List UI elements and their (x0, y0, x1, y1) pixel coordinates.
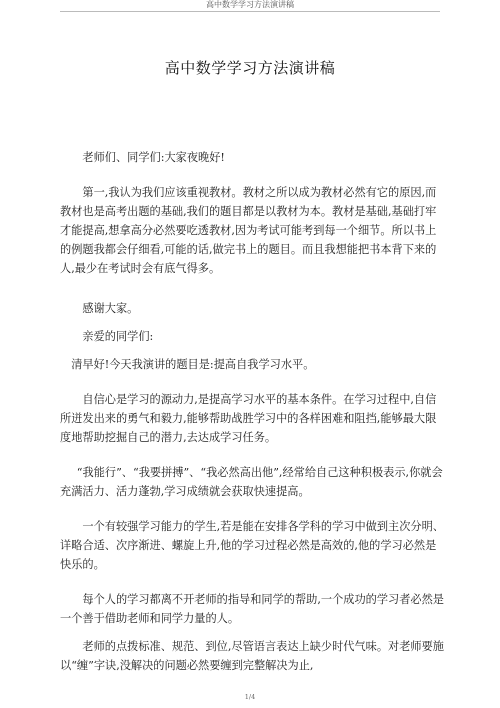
header-divider (60, 11, 440, 12)
body-paragraph-affirmation: “我能行”、“我要拼搏”、“我必然高出他”,经常给自己这种积极表示,你就会充满活力、活力蓬勃,学习成绩就会获取快速提高。 (60, 466, 443, 498)
body-paragraph-learning-ability: 一个有较强学习能力的学生,若是能在安排各学科的学习中做到主次分明、详略合适、次序渐进、螺旋上升,他的学习过程必然是高效的,他的学习必然是快乐的。 (60, 520, 444, 571)
body-paragraph-teacher: 老师的点拨标准、规范、到位,尽管语言表达上缺少时代气味。对老师要施以“缠”字诀,没解决的问题必然要缠到完整解决为止, (60, 640, 444, 672)
speech-topic-paragraph: 清早好!今天我演讲的题目是:提高自我学习水平。 (71, 358, 315, 371)
body-paragraph-help: 每个人的学习都离不开老师的指导和同学的帮助,一个成功的学习者必然是一个善于借助老师和同学力量的人。 (60, 593, 444, 625)
running-header: 高中数学学习方法演讲稿 (206, 0, 294, 9)
body-paragraph-confidence: 自信心是学习的源动力,是提高学习水平的基本条件。在学习过程中,自信所迸发出来的勇气和毅力,能够帮助战胜学习中的各样困难和阻挡,能够最大限度地帮助挖掘自己的潜力,去达成学习任务。 (60, 393, 437, 444)
salutation-paragraph: 亲爱的同学们: (82, 330, 154, 343)
page-number: 1/4 (244, 693, 256, 701)
thanks-paragraph: 感谢大家。 (82, 302, 139, 315)
document-title: 高中数学学习方法演讲稿 (164, 59, 336, 77)
body-paragraph-textbook: 第一,我认为我们应该重视教材。教材之所以成为教材必然有它的原因,而教材也是高考出题的基础,我们的题目都是以教材为本。教材是基础,基础打牢才能提高,想拿高分必然要吃透教材,因为考试可能考到每一个细节。所以书上的例题我都会仔细看,可能的话,做完书上的题目。而且我想能把书本背下来的人,最少在考试时会有底气得多。 (60, 186, 437, 275)
document-body (60, 148, 445, 675)
greeting-paragraph: 老师们、同学们:大家夜晚好! (82, 151, 225, 164)
